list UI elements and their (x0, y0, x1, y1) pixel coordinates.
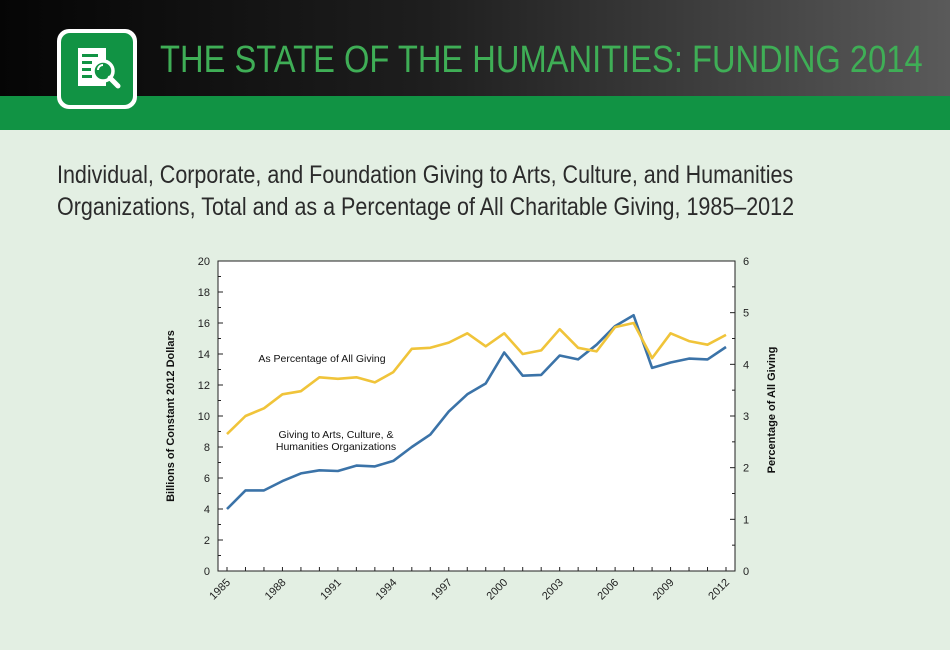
left-axis-title: Billions of Constant 2012 Dollars (165, 330, 177, 502)
x-axis-tick-label: 1985 (207, 576, 234, 603)
series-label-giving-total: Giving to Arts, Culture, & (278, 429, 394, 441)
right-axis-title: Percentage of All Giving (766, 346, 778, 474)
left-axis-tick-label: 4 (203, 504, 210, 516)
right-axis-tick-label: 1 (743, 514, 750, 527)
x-axis-tick-label: 2003 (539, 576, 566, 603)
left-axis-tick-label: 0 (203, 566, 210, 578)
chart-title-line-1: Individual, Corporate, and Foundation Giving to Arts, Culture, and Humanities (57, 161, 794, 189)
x-axis-tick-label: 2009 (650, 576, 677, 603)
right-axis-tick-label: 2 (743, 462, 750, 475)
series-label-giving-total: Humanities Organizations (275, 441, 397, 453)
x-axis-tick-label: 2000 (484, 576, 511, 603)
left-axis-tick-label: 10 (197, 411, 210, 423)
series-label-percentage: As Percentage of All Giving (258, 353, 386, 365)
left-axis-tick-label: 20 (197, 256, 210, 268)
left-axis-tick-label: 18 (197, 287, 210, 299)
right-axis-tick-label: 4 (743, 359, 750, 372)
x-axis-tick-label: 1994 (373, 576, 400, 603)
x-axis-tick-label: 2006 (595, 576, 622, 603)
left-axis-tick-label: 6 (203, 473, 210, 485)
left-axis-tick-label: 12 (197, 380, 210, 392)
page-title: THE STATE OF THE HUMANITIES: FUNDING 2014 (160, 39, 923, 81)
left-axis-tick-label: 8 (203, 442, 210, 454)
x-axis-tick-label: 2012 (706, 576, 733, 603)
x-axis-tick-label: 1997 (429, 576, 455, 603)
x-axis-tick-label: 1988 (262, 576, 289, 603)
plot-area (218, 261, 735, 571)
right-axis-tick-label: 5 (743, 307, 750, 320)
right-axis-tick-label: 6 (743, 256, 750, 268)
x-axis-tick-label: 1991 (318, 576, 345, 603)
right-axis-tick-label: 0 (743, 566, 750, 578)
left-axis-tick-label: 16 (197, 318, 210, 330)
left-axis-tick-label: 14 (197, 349, 210, 361)
right-axis-tick-label: 3 (743, 411, 750, 423)
left-axis-tick-label: 2 (203, 535, 210, 547)
chart-title-line-2: Organizations, Total and as a Percentage of All Charitable Giving, 1985–2012 (57, 193, 795, 221)
